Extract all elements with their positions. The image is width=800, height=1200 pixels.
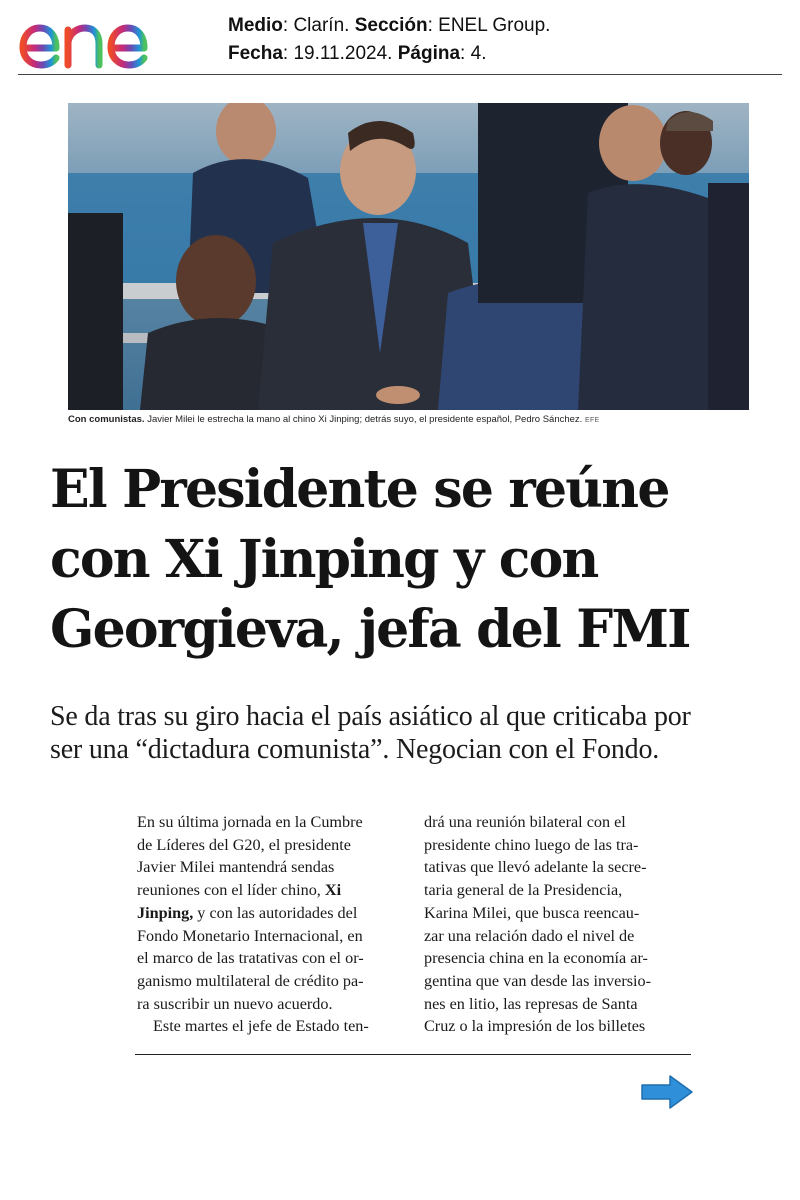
seccion-label: Sección [354, 15, 428, 36]
medio-label: Medio [228, 15, 283, 36]
body-line: ganismo multilateral de crédito pa- [137, 971, 364, 990]
article-bottom-divider [135, 1054, 691, 1055]
caption-lead: Con comunistas. [68, 414, 145, 425]
fecha-label: Fecha [228, 43, 283, 64]
body-line: el marco de las tratativas con el or- [137, 949, 364, 968]
article-deck [50, 700, 770, 766]
body-line-paragraph-start: Este martes el jefe de Estado ten- [153, 1017, 369, 1036]
body-text: reuniones con el líder chino, [137, 881, 321, 900]
body-line: zar una relación dado el nivel de [424, 926, 635, 945]
body-line: de Líderes del G20, el presidente [137, 835, 351, 854]
header-divider [18, 74, 782, 75]
clipping-metadata [228, 12, 550, 68]
article-column-1 [137, 811, 405, 1038]
news-photo [68, 103, 749, 410]
body-text: y con las autoridades del [197, 903, 358, 922]
medio-value: Clarín [293, 15, 345, 36]
deck-line: Se da tras su giro hacia el país asiático al que criticaba por [50, 701, 691, 732]
deck-line: ser una “dictadura comunista”. Negocian con el Fondo. [50, 734, 660, 765]
body-line: taria general de la Presidencia, [424, 881, 623, 900]
body-line: gentina que van desde las inversio- [424, 971, 652, 990]
pagina-value: 4 [470, 43, 482, 64]
headline-line: El Presidente se reúne [50, 459, 669, 520]
bold-name-jinping: Jinping, [137, 903, 194, 922]
body-line: nes en litio, las represas de Santa [424, 994, 638, 1013]
bold-name-xi: Xi [324, 881, 342, 900]
body-line: En su última jornada en la Cumbre [137, 813, 363, 831]
body-line: Karina Milei, que busca reencau- [424, 903, 640, 922]
body-line: Javier Milei mantendrá sendas [137, 858, 335, 877]
pagina-label: Página [397, 43, 461, 64]
body-line: Fondo Monetario Internacional, en [137, 926, 363, 945]
headline-line: Georgieva, jefa del FMI [50, 599, 690, 660]
caption-text: Javier Milei le estrecha la mano al chino Xi Jinping; detrás suyo, el presidente español, Pedro Sánchez. [147, 414, 583, 425]
caption-credit: EFE [584, 417, 600, 424]
headline-line: con Xi Jinping y con [50, 529, 598, 590]
article-headline [50, 455, 790, 665]
body-line: presencia china en la economía ar- [424, 949, 648, 968]
meta-line-2: Fecha: 19.11.2024. Página: 4. [228, 43, 487, 64]
seccion-value: ENEL Group [438, 15, 546, 36]
body-line: presidente chino luego de las tra- [424, 835, 639, 854]
body-line-with-name [137, 902, 405, 925]
arrow-right-icon[interactable] [640, 1074, 694, 1110]
body-line: Cruz o la impresión de los billetes [424, 1017, 646, 1036]
enel-logo [18, 8, 190, 72]
body-line-with-name [137, 879, 405, 902]
photo-caption [68, 413, 768, 428]
body-line: ra suscribir un nuevo acuerdo. [137, 994, 333, 1013]
body-line: drá una reunión bilateral con el [424, 813, 626, 831]
article-column-2 [424, 811, 692, 1038]
meta-line-1: Medio: Clarín. Sección: ENEL Group. [228, 15, 551, 36]
clipping-header [0, 0, 800, 78]
fecha-value: 19.11.2024 [293, 43, 388, 64]
handshake-photo-illustration [68, 103, 749, 410]
body-line: tativas que llevó adelante la secre- [424, 858, 647, 877]
